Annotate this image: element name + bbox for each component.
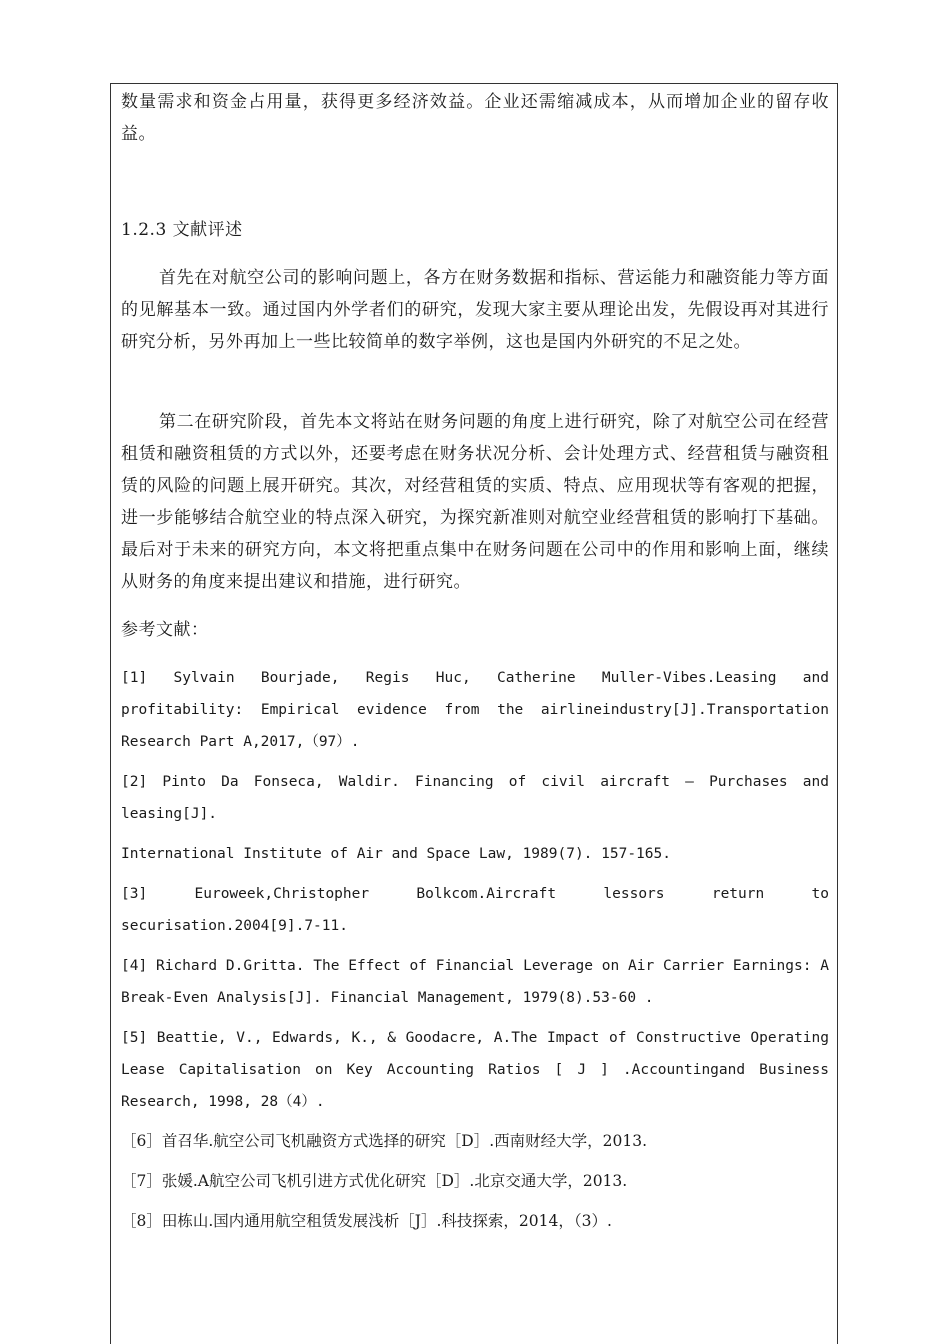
section-heading: 1.2.3 文献评述 [121, 220, 243, 240]
references-title: 参考文献： [121, 620, 209, 640]
reference-item: [4] Richard D.Gritta. The Effect of Financial Leverage on Air Carrier Earnings: A Break-Even Analysis[J]. Financial Management, 1979(8).53-60 . [121, 958, 829, 1006]
reference-item: [2] Pinto Da Fonseca, Waldir. Financing of civil aircraft – Purchases and leasing[J]. [121, 774, 829, 822]
paragraph-review-1: 首先在对航空公司的影响问题上，各方在财务数据和指标、营运能力和融资能力等方面的见解基本一致。通过国内外学者们的研究，发现大家主要从理论出发，先假设再对其进行研究分析，另外再加上一些比较简单的数字举例，这也是国内外研究的不足之处。 [121, 268, 829, 352]
paragraph-continuation: 数量需求和资金占用量，获得更多经济效益。企业还需缩减成本，从而增加企业的留存收益。 [121, 92, 829, 144]
reference-item: ［7］张媛.A航空公司飞机引进方式优化研究［D］.北京交通大学，2013. [121, 1172, 628, 1190]
reference-item: ［6］首召华.航空公司飞机融资方式选择的研究［D］.西南财经大学，2013. [121, 1132, 648, 1150]
reference-item: International Institute of Air and Space Law, 1989(7). 157-165. [121, 846, 671, 862]
reference-item: ［8］田栋山.国内通用航空租赁发展浅析［J］.科技探索，2014，（3）. [121, 1212, 612, 1230]
reference-item: [5] Beattie, V., Edwards, K., & Goodacre, A.The Impact of Constructive Operating Lease Capitalisation on Key Accounting Ratios [ J ] .Accountingand Business Research, 1998, 28（4）. [121, 1030, 829, 1110]
paragraph-review-2: 第二在研究阶段，首先本文将站在财务问题的角度上进行研究，除了对航空公司在经营租赁和融资租赁的方式以外，还要考虑在财务状况分析、会计处理方式、经营租赁与融资租赁的风险的问题上展开研究。其次，对经营租赁的实质、特点、应用现状等有客观的把握，进一步能够结合航空业的特点深入研究，为探究新准则对航空业经营租赁的影响打下基础。最后对于未来的研究方向，本文将把重点集中在财务问题在公司中的作用和影响上面，继续从财务的角度来提出建议和措施，进行研究。 [121, 412, 829, 592]
reference-item: [1] Sylvain Bourjade, Regis Huc, Catherine Muller-Vibes.Leasing and profitability: Empirical evidence from the airlineindustry[J].Transportation Research Part A,2017,（97）. [121, 670, 829, 750]
reference-item: [3] Euroweek,Christopher Bolkcom.Aircraft lessors return to securisation.2004[9].7-11. [121, 886, 829, 934]
